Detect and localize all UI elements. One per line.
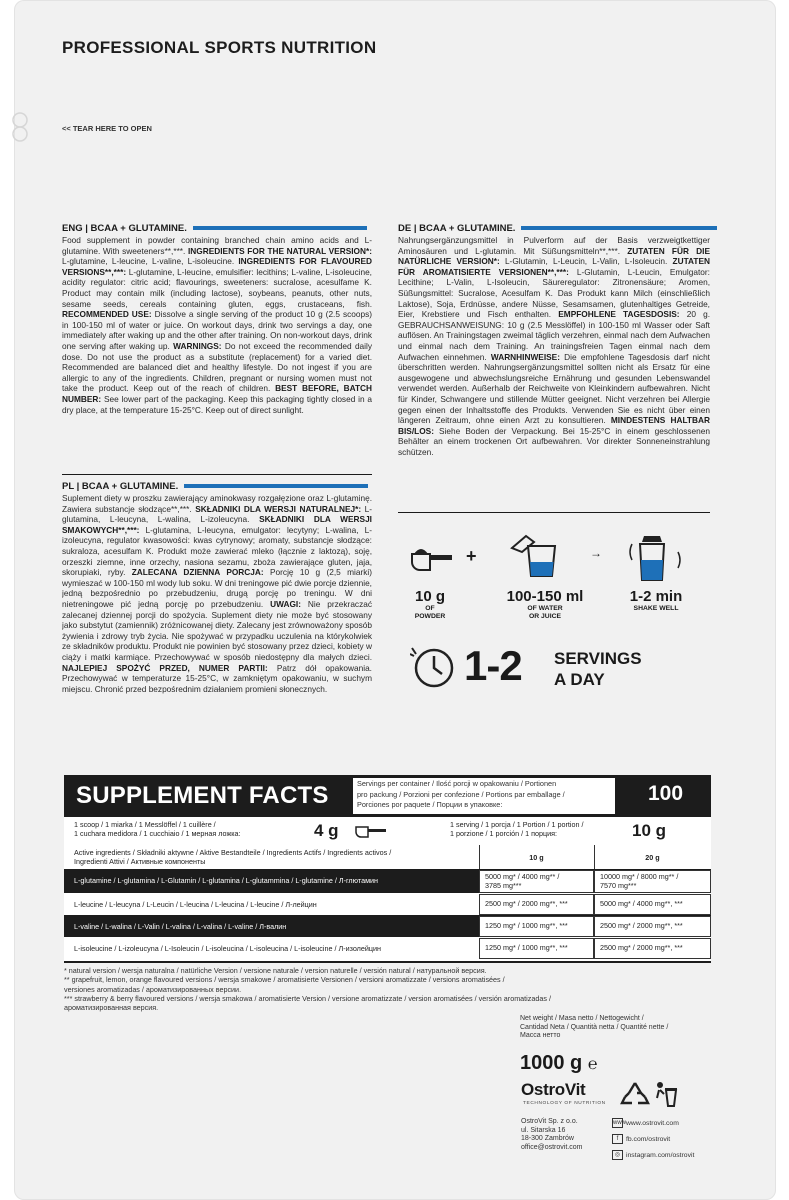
facebook-link[interactable]: f fb.com/ostrovit <box>612 1134 670 1144</box>
globe-icon: www <box>613 1120 626 1126</box>
company-address: OstroVit Sp. z o.o. ul. Sitarska 16 18-300 Zambrów office@ostrovit.com <box>521 1118 583 1151</box>
ingredient-name: L-glutamine / L-glutamina / L-Glutamin / L-glutamina / L-glutammina / L-glutamine / Л-глютамин <box>74 876 378 885</box>
dose-20g: 2500 mg* / 2000 mg**, *** <box>600 921 683 930</box>
active-ingredients-row <box>64 845 711 870</box>
de-text: Nahrungsergänzungsmittel in Pulverform auf der Basis verzweigtkettiger Aminosäuren und L-glutamin. Mit Süßungsmitteln**,***. ZUTATEN FÜR DIE NATÜRLICHE VERSION*: L-Glutamin, L-Leucin, L-Valin, L-Isoleucin. ZUTATEN FÜR AROMATISIERTE VERSIONEN**,***: L-Glutamin, L-Leucin, Emulgator: Lecithine; L-Valin, L-Isoleucin, Säureregulator: Zitronensäure; Aromen, Süßungsmittel: Sucralose, Acesulfam K. Das Produkt kann Milch (einschließlich Laktose), Soja, Erdnüsse, andere Nüsse, Sesamsamen, glutenhaltiges Getreide, Eier, Krebstiere und Fisch enthalten. EMPFOHLENE TAGESDOSIS: 20 g. GEBRAUCHSANWEISUNG: 10 g (2.5 Messlöffel) in 100-150 ml Wasser oder Saft auflösen. An Trainingstagen zweimal täglich verzehren, einmal nach dem Aufwachen und einmal nach dem Training. An trainingsfreien Tagen einmal nach dem Aufwachen einnehmen. WARNHINWEISE: Die empfohlene Tagesdosis darf nicht überschritten werden. Nahrungsergänzungsmittel sollten nicht als Ersatz für eine ausgewogene und abwechslungsreiche Ernährung und gesunden Lebenswandel verwendet werden. Außerhalb der Reichweite von Kleinkindern aufbewahren. Nicht für Kinder, Schwangere und stillende Mütter geeignet. Nicht verzehren bei Allergie gegen einen der Inhaltsstoffe des Produkts. Verwenden Sie es nicht über einen längeren Zeitraum, ohne einen Arzt zu konsultieren. MINDESTENS HALTBAR BIS/LOS: Siehe Boden der Verpackung. Bei 15-25°C in einem geschlossenen Behälter an einem trockenen Ort aufbewahren. Vor direkter Sonneneinstrahlung schützen. <box>398 235 710 457</box>
tear-here-label: << TEAR HERE TO OPEN <box>62 124 152 133</box>
servings-per-container-value: 100 <box>648 782 684 805</box>
facts-title: SUPPLEMENT FACTS <box>76 782 329 809</box>
brand-tagline: PROFESSIONAL SPORTS NUTRITION <box>62 38 377 57</box>
instagram-link[interactable]: ◎ instagram.com/ostrovit <box>612 1150 694 1160</box>
servings-per-day <box>410 642 710 694</box>
active-ingredients-label: Active ingredients / Składniki aktywne / Aktive Bestandteile / Ingredients Actifs / Ingredients activos / Ingredienti Attivi / Активные компоненты <box>74 848 392 866</box>
table-row <box>64 915 711 937</box>
de-heading: DE | BCAA + GLUTAMINE. <box>398 223 717 234</box>
plus-sign: + <box>466 546 477 566</box>
footnotes: * natural version / wersja naturalna / natürliche Version / versione naturale / version naturelle / versión natural / натуральной версия. ** grapefruit, lemon, orange flavoured versions / wersja smakowe / aromatisierte Versionen / versioni aromatizzate / versions aromatisées / versiones aromatizadas / ароматизированных версии. *** strawberry & berry flavoured versions / wersja smakowa / aromatisierte Version / versione aromatizzate / version aromatisées / versión aromatizadas / ароматизированная версия. <box>64 966 551 1013</box>
table-row <box>64 893 711 915</box>
col-20g: 20 g <box>645 853 660 862</box>
ostrovit-logo: OstroVit <box>521 1080 586 1099</box>
dose-20g: 5000 mg* / 4000 mg**, *** <box>600 899 683 908</box>
table-row <box>64 869 711 893</box>
supplement-facts-table <box>64 775 711 963</box>
logo-tagline: TECHNOLOGY OF NUTRITION <box>523 1101 606 1106</box>
dose-10g: 1250 mg* / 1000 mg**, *** <box>485 943 568 952</box>
eng-text: Food supplement in powder containing branched chain amino acids and L-glutamine. With sweeteners**,***. INGREDIENTS FOR THE NATURAL VERSION*: L-glutamine, L-leucine, L-valine, L-isoleucine. INGREDIENTS FOR FLAVOURED VERSIONS**,***: L-glutamine, L-leucine, emulsifier: lecithins; L-valine, L-isoleucine, acidity regulator: citric acid; flavourings, sweeteners: sucralose, acesulfame K. Product may contain milk (including lactose), soybeans, peanuts, other nuts, sesame seeds, cereals containing gluten, eggs, crustaceans, fish. RECOMMENDED USE: Dissolve a single serving of the product 10 g (2.5 scoops) in 100-150 ml of water or juice. On workout days, drink two servings a day, one immediately after waking up and the other after training. On non-workout days, drink one serving after waking up. WARNINGS: Do not exceed the recommended daily dose. Do not use the product as a substitute (replacement) for a varied diet. Recommended are balanced diet and healthy lifestyle. Do not ingest if you are allergic to any of the ingredients. Children, pregnant or nursing women must not take the product. Keep out of the reach of children. BEST BEFORE, BATCH NUMBER: See lower part of the packaging. Keep this packaging tightly closed in a dry place, at the temperature 15-25°C. Keep out of direct sunlight. <box>62 235 372 415</box>
serving-value: 10 g <box>632 821 667 840</box>
eng-heading: ENG | BCAA + GLUTAMINE. <box>62 223 367 234</box>
dose-20g: 10000 mg* / 8000 mg** / 7570 mg*** <box>600 872 679 890</box>
tear-notch-icon <box>6 108 34 148</box>
serving-label: 1 serving / 1 porcja / 1 Portion / 1 portion / 1 porzione / 1 porción / 1 порция: <box>450 820 584 838</box>
net-weight-value: 1000 g ℮ <box>520 1052 598 1074</box>
dose-10g: 2500 mg* / 2000 mg**, *** <box>485 899 568 908</box>
website-link[interactable]: wwwwww.ostrovit.com <box>613 1119 679 1127</box>
water-step: 100-150 ml OF WATER OR JUICE <box>506 588 584 620</box>
pl-text: Suplement diety w proszku zawierający aminokwasy rozgałęzione oraz L-glutaminę. Zawiera substancje słodzące**,***. SKŁADNIKI DLA WERSJI NATURALNEJ*: L-glutamina, L-leucyna, L-walina, L-izoleucyna. SKŁADNIKI DLA WERSJI SMAKOWYCH**,***: L-glutamina, L-leucyna, emulgator: lecytyny; L-walina, L-izoleucyna, regulator kwasowości: kwas cytrynowy; aromaty, substancje słodzące: sukraloza, acesulfam K. Produkt może zawierać mleko (łącznie z laktozą), soję, orzeszki ziemne, inne orzechy, nasiona sezamu, zboża zawierające gluten, jaja, skorupiaki, ryby. ZALECANA DZIENNA PORCJA: Porcję 10 g (2,5 miarki) wymieszać w 100-150 ml wody lub soku. W dni treningowe pić dwie porcje dziennie, jedną bezpośrednio po przebudzeniu, drugą porcję po treningu. W dni nietreningowe pić jedną porcję po przebudzeniu. UWAGI: Nie przekraczać zalecanej dziennej porcji do spożycia. Suplement diety nie może być stosowany jako substytut (zamiennik) zróżnicowanej diety. Zalecany jest zrównoważony sposób żywienia i zdrowy tryb życia. Nie spożywać w przypadku uczulenia na którykolwiek ze składników produktu. Produkt nie powinien być stosowany przez dzieci, kobiety w ciąży i matki karmiące. Przechowywać w sposób niedostępny dla małych dzieci. NAJLEPIEJ SPOŻYĆ PRZED, NUMER PARTII: Patrz dół opakowania. Przechowywać w temperaturze 15-25°C, w zamkniętym opakowaniu, w suchym miejscu. Chronić przed bezpośrednim działaniem promieni słonecznych. <box>62 493 372 694</box>
recycle-icon <box>620 1080 650 1108</box>
dose-10g: 1250 mg* / 1000 mg**, *** <box>485 921 568 930</box>
net-weight-label: Net weight / Masa netto / Nettogewicht / Cantidad Neta / Quantità netta / Quantité nette / Масса нетто <box>520 1015 669 1040</box>
ingredient-name: L-isoleucine / L-izoleucyna / L-Isoleucin / L-isoleucina / L-isoleucina / L-isoleucine / Л-изолейцин <box>74 944 381 953</box>
scoop-label: 1 scoop / 1 miarka / 1 Messlöffel / 1 cuillère / 1 cuchara medidora / 1 cucchiaio / 1 мерная ложка: <box>74 820 241 838</box>
bin-icon <box>654 1080 678 1108</box>
water-glass-icon <box>508 532 566 578</box>
instagram-icon: ◎ <box>612 1150 623 1160</box>
dose-10g: 5000 mg* / 4000 mg** / 3785 mg*** <box>485 872 560 890</box>
scoop-value: 4 g <box>314 821 339 840</box>
scoop-icon <box>408 540 456 574</box>
dose-20g: 2500 mg* / 2000 mg**, *** <box>600 943 683 952</box>
de-divider <box>398 512 710 513</box>
preparation-steps <box>408 532 728 632</box>
scoop-row <box>64 817 711 846</box>
shaker-icon <box>626 532 686 582</box>
facts-header <box>64 775 711 817</box>
ingredient-name: L-valine / L-walina / L-Valin / L-valina / L-valina / L-valine / Л-валин <box>74 922 287 931</box>
ingredient-name: L-leucine / L-leucyna / L-Leucin / L-leucina / L-leucina / L-leucine / Л-лейцин <box>74 900 317 909</box>
servings-number: 1-2 <box>464 642 522 689</box>
pl-heading: PL | BCAA + GLUTAMINE. <box>62 481 368 492</box>
arrow-sign: → <box>590 546 602 560</box>
shake-step: 1-2 min SHAKE WELL <box>629 588 683 612</box>
facebook-icon: f <box>612 1134 623 1144</box>
powder-step: 10 g OF POWDER <box>414 588 446 620</box>
servings-text: SERVINGS A DAY <box>554 649 642 689</box>
eng-divider <box>62 474 372 475</box>
table-row <box>64 937 711 963</box>
small-scoop-icon <box>354 823 388 839</box>
servings-per-container-label: Servings per container / Ilość porcji w opakowaniu / Portionen pro packung / Porzioni per confezione / Portions par emballage / Porciones por paquete / Порции в упаковке: <box>353 778 615 814</box>
clock-icon <box>410 644 458 690</box>
col-10g: 10 g <box>529 853 544 862</box>
